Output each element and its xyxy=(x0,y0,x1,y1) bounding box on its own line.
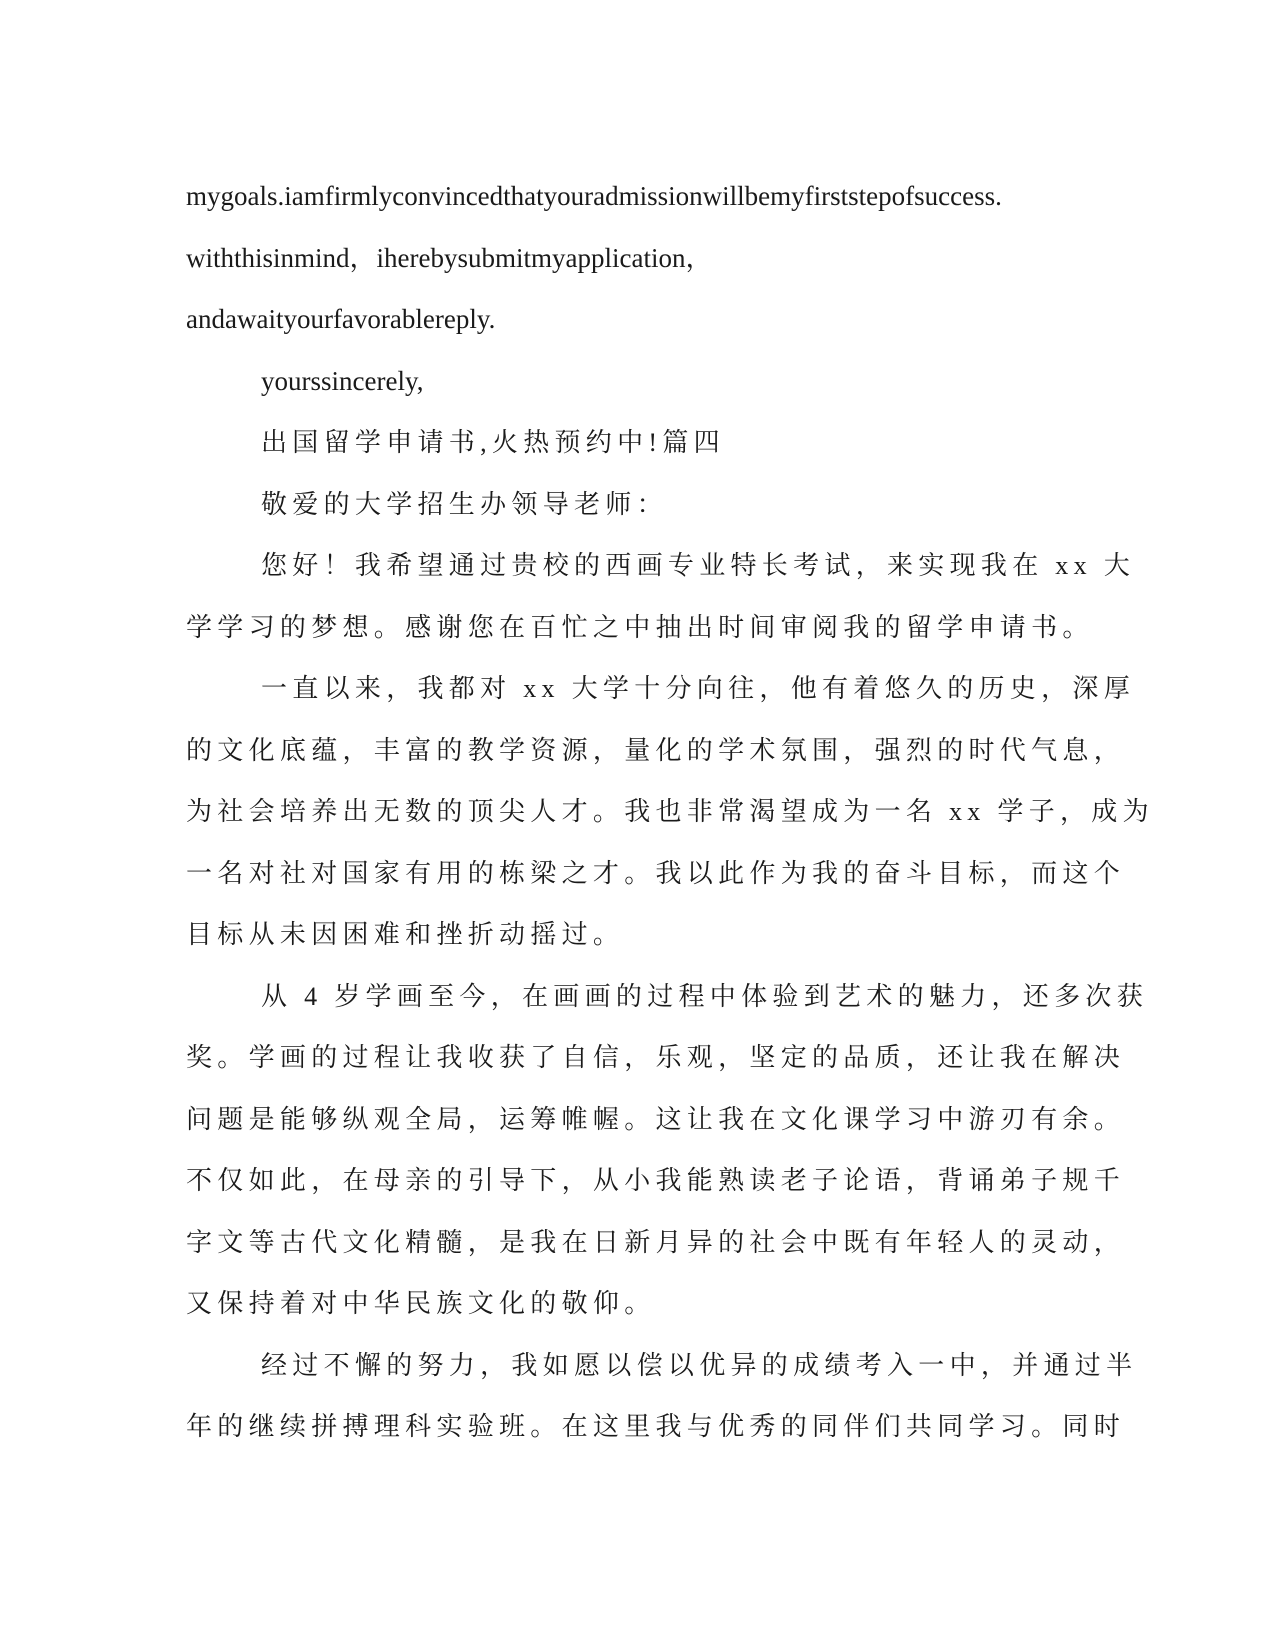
paragraph-line: 经过不懈的努力，我如愿以偿以优异的成绩考入一中，并通过半 xyxy=(261,1350,1138,1380)
paragraph-line: 您好！我希望通过贵校的西画专业特长考试，来实现我在 xx 大 xyxy=(261,551,1136,580)
text-line: mygoals.iamfirmlyconvincedthatyouradmissionwillbemyfirststepofsuccess. xyxy=(186,181,1002,211)
document-body xyxy=(186,166,1154,1458)
paragraph-line: 不仅如此，在母亲的引导下，从小我能熟读老子论语，背诵弟子规千 xyxy=(186,1166,1126,1195)
paragraph-line: 一名对社对国家有用的栋梁之才。我以此作为我的奋斗目标，而这个 xyxy=(186,858,1126,888)
paragraph-line: 一直以来，我都对 xx 大学十分向往，他有着悠久的历史，深厚 xyxy=(261,674,1136,703)
paragraph-line: 年的继续拼搏理科实验班。在这里我与优秀的同伴们共同学习。同时 xyxy=(186,1412,1126,1441)
closing-line: yourssincerely, xyxy=(261,365,424,396)
paragraph-line: 奖。学画的过程让我收获了自信，乐观，坚定的品质，还让我在解决 xyxy=(186,1043,1126,1072)
paragraph-line: 从 4 岁学画至今，在画画的过程中体验到艺术的魅力，还多次获 xyxy=(261,981,1149,1011)
paragraph-line: 字文等古代文化精髓，是我在日新月异的社会中既有年轻人的灵动， xyxy=(186,1227,1126,1257)
text-line: andawaityourfavorablereply. xyxy=(186,304,496,334)
paragraph-line: 目标从未因困难和挫折动摇过。 xyxy=(186,920,625,949)
paragraph-line: 又保持着对中华民族文化的敬仰。 xyxy=(186,1289,656,1318)
paragraph-line: 为社会培养出无数的顶尖人才。我也非常渴望成为一名 xx 学子，成为 xyxy=(186,797,1154,826)
text-line: withthisinmind，iherebysubmitmyapplication， xyxy=(186,242,713,273)
paragraph-line: 的文化底蕴，丰富的教学资源，量化的学术氛围，强烈的时代气息， xyxy=(186,735,1126,765)
paragraph-line: 问题是能够纵观全局，运筹帷幄。这让我在文化课学习中游刃有余。 xyxy=(186,1104,1126,1134)
paragraph-line: 学学习的梦想。感谢您在百忙之中抽出时间审阅我的留学申请书。 xyxy=(186,612,1094,642)
salutation: 敬爱的大学招生办领导老师： xyxy=(261,489,668,519)
section-title: 出国留学申请书,火热预约中!篇四 xyxy=(261,428,725,457)
